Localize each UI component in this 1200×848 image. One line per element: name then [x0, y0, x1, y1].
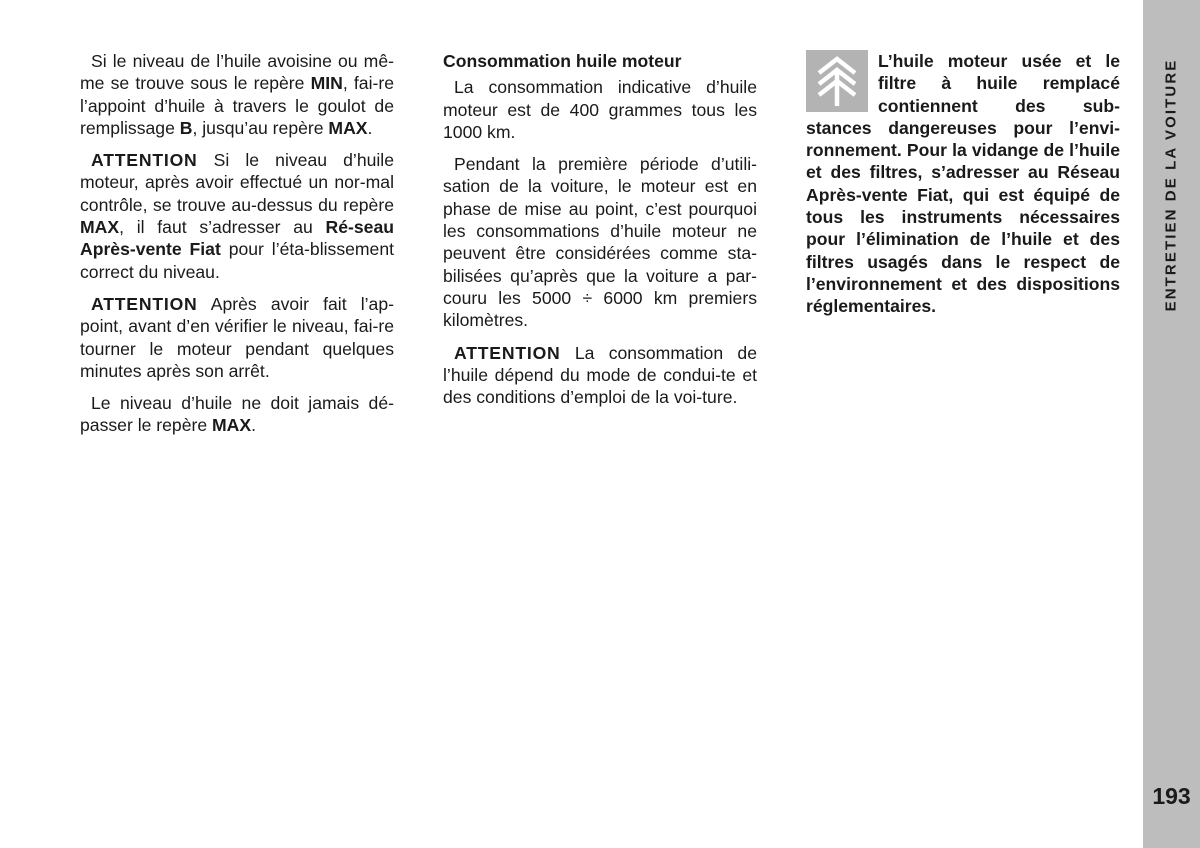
paragraph-consumption-rate: La consommation indicative d’huile moteur est de 400 grammes tous les 1000 km. — [443, 77, 757, 142]
section-sidebar — [1143, 0, 1200, 848]
section-title: ENTRETIEN DE LA VOITURE — [1162, 58, 1180, 312]
paragraph-attention-after-topup: ATTENTION Après avoir fait l’ap-point, avant d’en vérifier le niveau, fai-re tourner le moteur pendant quelques minutes après son arrêt. — [80, 293, 394, 381]
column-middle — [443, 50, 757, 418]
paragraph-break-in-period: Pendant la première période d’utili-sation de la voiture, le moteur est en phase de mise au point, c’est pourquoi les consommations d’huile moteur ne peuvent être considérées comme sta-bilisées qu’après que la voiture a par-couru les 5000 ÷ 6000 km premiers kilomètres. — [443, 154, 757, 331]
environment-warning-icon — [806, 50, 868, 112]
environment-warning-text: L’huile moteur usée et le filtre à huile remplacé contiennent des sub-stances dangereuses pour l’envi-ronnement. Pour la vidange de l’huile et des filtres, s’adresser au Réseau Après-vente Fiat, qui est équipé de tous les instruments nécessaires pour l’élimination de l’huile et des filtres usagés dans le respect de l’environnement et des dispositions réglementaires. — [806, 51, 1120, 317]
column-left — [80, 50, 394, 447]
paragraph-attention-consumption: ATTENTION La consommation de l’huile dépend du mode de condui-te et des conditions d’emploi de la voi-ture. — [443, 342, 757, 408]
paragraph-never-exceed-max: Le niveau d’huile ne doit jamais dé-passer le repère MAX. — [80, 393, 394, 436]
column-right — [806, 50, 1120, 328]
page-number: 193 — [1152, 783, 1191, 809]
paragraph-oil-low: Si le niveau de l’huile avoisine ou mê-me se trouve sous le repère MIN, fai-re l’appoint d’huile à travers le goulot de remplissage B, jusqu’au repère MAX. — [80, 51, 394, 138]
section-heading-oil-consumption: Consommation huile moteur — [443, 51, 682, 71]
paragraph-attention-above-max: ATTENTION Si le niveau d’huile moteur, après avoir effectué un nor-mal contrôle, se trouve au-dessus du repère MAX, il faut s’adresser au Ré-seau Après-vente Fiat pour l’éta-blissement correct du niveau. — [80, 150, 395, 282]
